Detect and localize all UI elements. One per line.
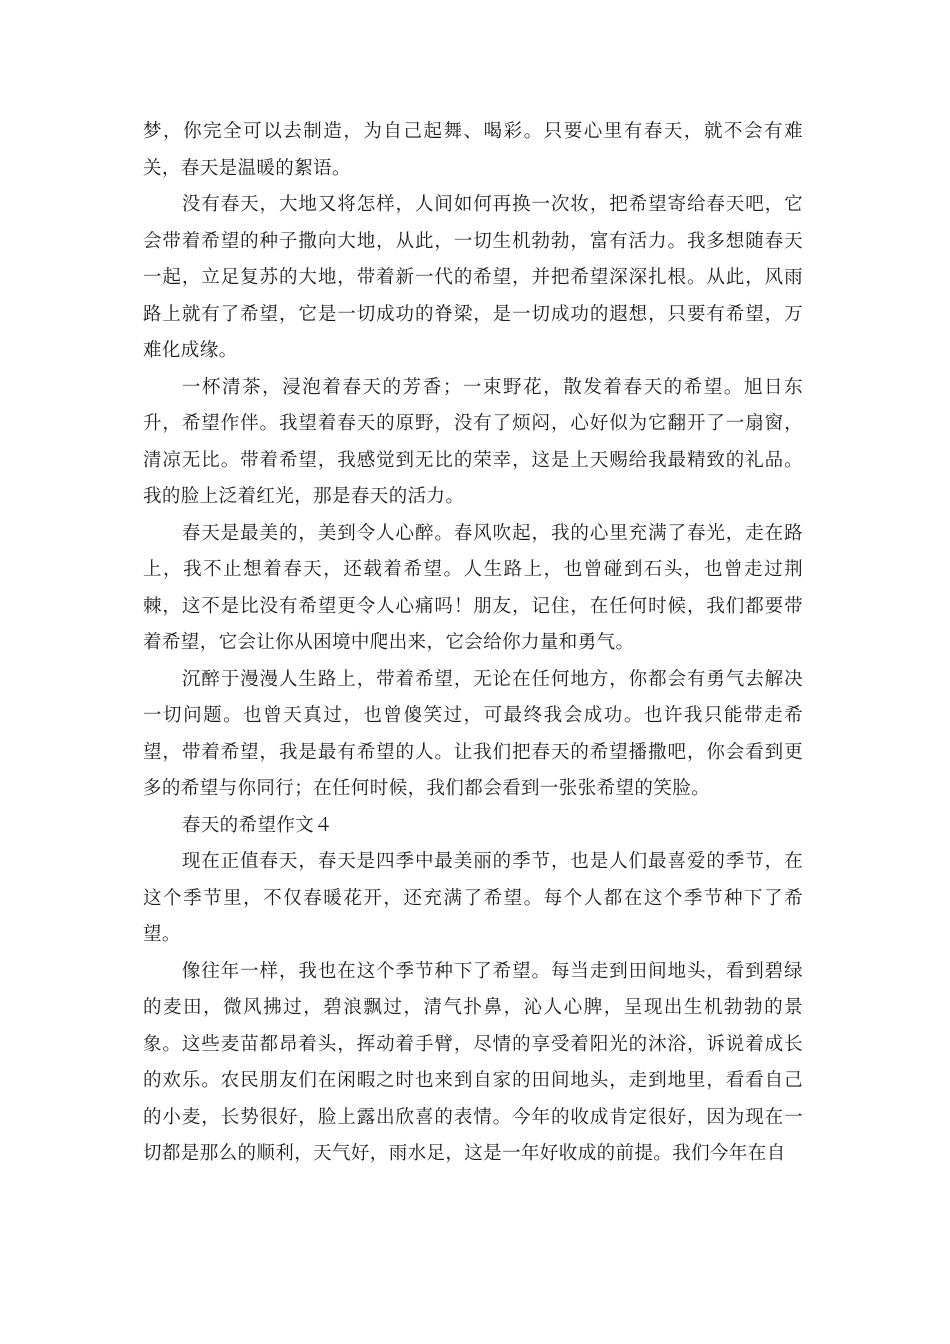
paragraph: 没有春天，大地又将怎样，人间如何再换一次妆，把希望寄给春天吧，它会带着希望的种子撒向大地，从此，一切生机勃勃，富有活力。我多想随春天一起，立足复苏的大地，带着新一代的希望，并把希望深深扎根。从此，风雨路上就有了希望，它是一切成功的脊梁，是一切成功的遐想，只要有希望，万难化成缘。: [143, 194, 803, 361]
paragraph: 春天是最美的，美到令人心醉。春风吹起，我的心里充满了春光，走在路上，我不止想着春天，还载着希望。人生路上，也曾碰到石头，也曾走过荆棘，这不是比没有希望更令人心痛吗！朋友，记住，在任何时候，我们都要带着希望，它会让你从困境中爬出来，它会给你力量和勇气。: [143, 522, 803, 653]
paragraph: 现在正值春天，春天是四季中最美丽的季节，也是人们最喜爱的季节，在这个季节里，不仅春暖花开，还充满了希望。每个人都在这个季节种下了希望。: [143, 851, 803, 945]
paragraph-continuation: 梦，你完全可以去制造，为自己起舞、喝彩。只要心里有春天，就不会有难关，春天是温暖的絮语。: [143, 121, 803, 179]
section-heading: 春天的希望作文４: [181, 814, 334, 836]
paragraph: 一杯清茶，浸泡着春天的芳香；一束野花，散发着春天的希望。旭日东升，希望作伴。我望着春天的原野，没有了烦闷，心好似为它翻开了一扇窗，清凉无比。带着希望，我感觉到无比的荣幸，这是上天赐给我最精致的礼品。我的脸上泛着红光，那是春天的活力。: [143, 376, 803, 507]
document-body: [143, 114, 803, 1173]
paragraph: 像往年一样，我也在这个季节种下了希望。每当走到田间地头，看到碧绿的麦田，微风拂过，碧浪飘过，清气扑鼻，沁人心脾，呈现出生机勃勃的景象。这些麦苗都昂着头，挥动着手臂，尽情的享受着阳光的沐浴，诉说着成长的欢乐。农民朋友们在闲暇之时也来到自家的田间地头，走到地里，看看自己的小麦，长势很好，脸上露出欣喜的表情。今年的收成肯定很好，因为现在一切都是那么的顺利，天气好，雨水足，这是一年好收成的前提。我们今年在自: [143, 960, 803, 1164]
paragraph: 沉醉于漫漫人生路上，带着希望，无论在任何地方，你都会有勇气去解决一切问题。也曾天真过，也曾傻笑过，可最终我会成功。也许我只能带走希望，带着希望，我是最有希望的人。让我们把春天的希望播撒吧，你会看到更多的希望与你同行；在任何时候，我们都会看到一张张希望的笑脸。: [143, 668, 803, 799]
